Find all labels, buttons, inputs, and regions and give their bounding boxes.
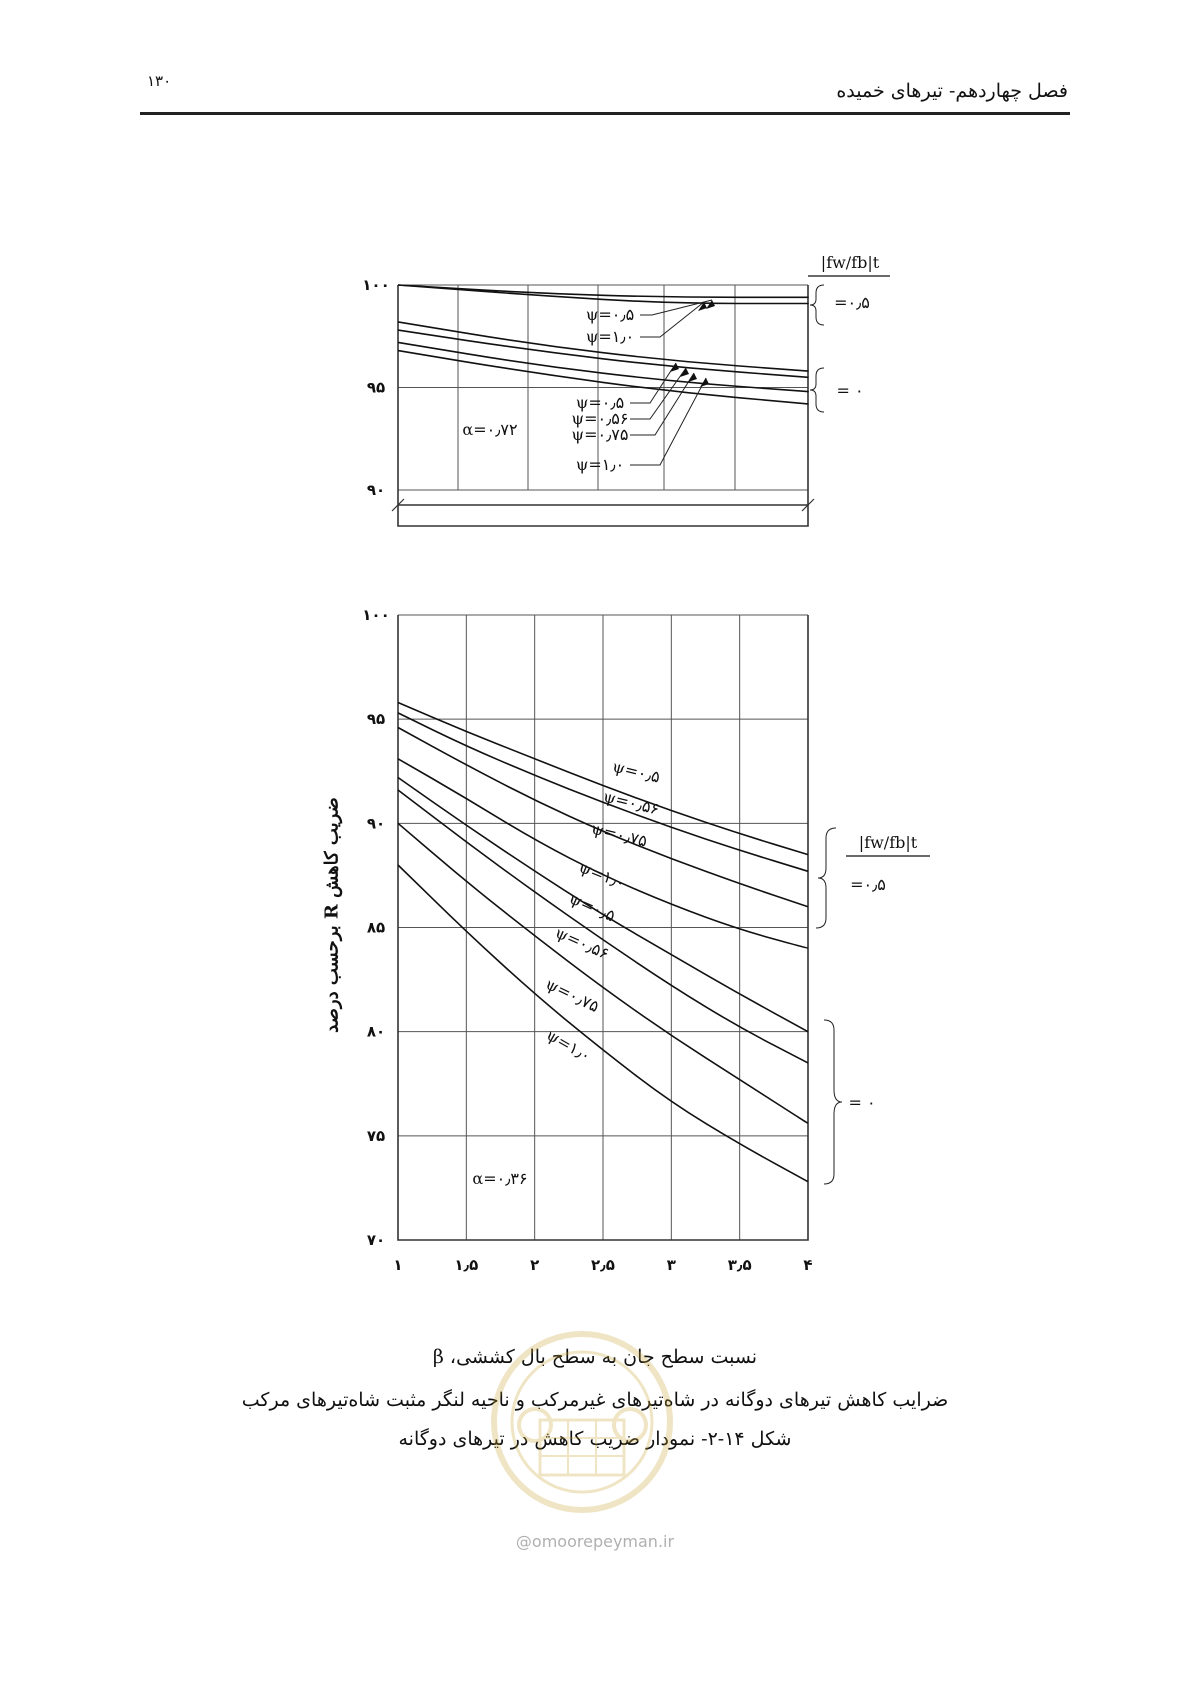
chart1-brace-top-icon	[816, 828, 836, 928]
chart0-y-tick: ۹۵	[366, 378, 386, 397]
page-number: ۱۳۰	[147, 72, 172, 90]
chart1-grid	[398, 615, 808, 1240]
chart0-series-4-label: ψ=۰٫۷۵	[571, 425, 629, 444]
chart1-x-tick: ۳	[666, 1256, 676, 1274]
chart1-alpha-label: α=۰٫۳۶	[472, 1169, 528, 1188]
chart1-y-tick: ۷۵	[366, 1126, 386, 1145]
chart1-series-4-label: ψ=۰٫۵	[566, 888, 619, 926]
chart0-y-tick: ۱۰۰	[362, 276, 390, 294]
chart0-series-3-leader	[630, 368, 686, 419]
chart0-group-value-bottom: = ۰	[836, 381, 864, 400]
chart0-arrow-icon	[670, 363, 679, 372]
chart1-x-tick: ۴	[803, 1256, 813, 1274]
chart0-series-2-leader	[630, 363, 676, 403]
chart0-series-0-line	[398, 285, 808, 297]
chart0-arrow-icon	[688, 373, 697, 382]
chart0-series-0-label: ψ=۰٫۵	[585, 305, 635, 324]
chart1-y-tick: ۹۰	[366, 814, 386, 833]
chart1-series-0-label: ψ=۰٫۵	[610, 756, 663, 787]
chart1-x-tick: ۳٫۵	[727, 1256, 752, 1274]
chart1-x-tick: ۲	[530, 1256, 540, 1274]
chart1-y-tick: ۷۰	[366, 1231, 386, 1249]
watermark: @omoorepeyman.ir	[515, 1532, 675, 1551]
y-axis-label: ضریب کاهش R برحسب درصد	[321, 797, 343, 1033]
publisher-seal-icon	[490, 1325, 675, 1520]
figure-caption-line1: ضرایب کاهش تیرهای دوگانه در شاه‌تیرهای غیرمرکب و ناحیه لنگر مثبت شاه‌تیرهای مرکب	[241, 1389, 949, 1411]
chapter-title: فصل چهاردهم- تیرهای خمیده	[836, 80, 1068, 102]
chart0-alpha-label: α=۰٫۷۲	[462, 420, 518, 439]
chart1-ratio-label: |fw/fb|t	[858, 833, 918, 852]
figure-caption-line2: شکل ۱۴-۲- نمودار ضریب کاهش در تیرهای دوگانه	[398, 1428, 792, 1450]
chart1-series-5-label: ψ=۰٫۵۶	[552, 922, 613, 964]
chart1-y-tick: ۱۰۰	[362, 606, 390, 624]
chart1-brace-bottom-icon	[824, 1020, 842, 1184]
chart1-series-3-label: ψ=۱٫۰	[576, 857, 629, 893]
chart1-x-tick: ۱	[393, 1256, 403, 1274]
chart0-group-value-top: =۰٫۵	[834, 293, 870, 312]
chart1-series-6-label: ψ=۰٫۷۵	[542, 974, 603, 1017]
chart0-arrow-icon	[700, 378, 709, 387]
chart1-x-tick: ۲٫۵	[591, 1256, 615, 1274]
chart0-y-tick: ۹۰	[366, 481, 386, 499]
chart0-series-1-label: ψ=۱٫۰	[585, 327, 635, 346]
chart1-y-tick: ۹۵	[366, 710, 386, 729]
chart0-series-3-label: ψ=۰٫۵۶	[571, 409, 629, 428]
chart0-brace-bottom-icon	[810, 368, 824, 412]
chart1-series-1-label: ψ=۰٫۵۶	[601, 786, 662, 819]
chart1-group-value-bottom: = ۰	[848, 1093, 876, 1112]
chart0-brace-top-icon	[810, 285, 824, 325]
chart1-series-2-label: ψ=۰٫۷۵	[589, 818, 650, 851]
chart1-group-value-top: =۰٫۵	[850, 875, 886, 894]
chart1-y-tick: ۸۰	[366, 1022, 386, 1041]
chart0-series-5-label: ψ=۱٫۰	[575, 455, 625, 474]
chart1-y-tick: ۸۵	[366, 918, 386, 937]
chart1-x-tick: ۱٫۵	[454, 1256, 479, 1274]
x-axis-label: نسبت سطح جان به سطح بال کششی، β	[432, 1346, 758, 1368]
chart0-series-1-leader	[640, 302, 704, 337]
chart1-series-7-label: ψ=۱٫۰	[543, 1024, 595, 1066]
chart0-ratio-label: |fw/fb|t	[820, 253, 880, 272]
chart0-series-1-line	[398, 285, 808, 304]
chart0-series-2-label: ψ=۰٫۵	[575, 393, 625, 412]
